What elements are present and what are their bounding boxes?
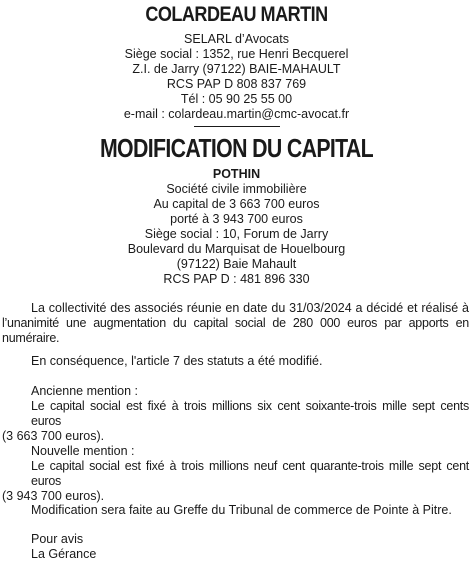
firm-address-street: Siège social : 1352, rue Henri Becquerel <box>124 47 349 61</box>
signature-text: La Gérance <box>31 547 97 561</box>
firm-legal-form: SELARL d’Avocats <box>184 32 289 46</box>
company-type: Société civile immobilière <box>166 182 307 196</box>
firm-address-city: Z.I. de Jarry (97122) BAIE-MAHAULT <box>132 62 341 76</box>
decision-paragraph <box>2 301 469 346</box>
firm-details <box>0 32 473 122</box>
closing-block <box>2 532 469 562</box>
new-mention-text: Le capital social est fixé à trois millions neuf cent quarante-trois mille sept cent euros <box>31 459 469 488</box>
company-address-city: (97122) Baie Mahault <box>176 257 297 271</box>
company-address-boulevard: Boulevard du Marquisat de Houelbourg <box>127 242 346 256</box>
company-capital: Au capital de 3 663 700 euros <box>153 197 320 211</box>
divider-line <box>194 126 280 127</box>
firm-rcs: RCS PAP D 808 837 769 <box>166 77 307 91</box>
old-mention-label: Ancienne mention : <box>31 384 139 398</box>
new-mention-label: Nouvelle mention : <box>31 444 135 458</box>
company-address-street: Siège social : 10, Forum de Jarry <box>144 227 329 241</box>
old-mention-amount: (3 663 700 euros). <box>2 429 105 443</box>
company-capital-new: porté à 3 943 700 euros <box>170 212 303 226</box>
company-name: POTHIN <box>212 167 261 181</box>
registry-text: Modification sera faite au Greffe du Tribunal de commerce de Pointe à Pitre. <box>31 503 452 517</box>
consequence-paragraph <box>2 354 469 369</box>
notice-title: MODIFICATION DU CAPITAL <box>99 133 374 163</box>
old-mention-block <box>2 384 469 444</box>
firm-name: COLARDEAU MARTIN <box>145 3 328 26</box>
closing-text: Pour avis <box>31 532 84 546</box>
company-rcs: RCS PAP D : 481 896 330 <box>163 272 310 286</box>
firm-phone: Tél : 05 90 25 55 00 <box>180 92 293 106</box>
old-mention-text: Le capital social est fixé à trois millions six cent soixante-trois mille sept cents euros <box>31 399 469 428</box>
decision-line-rest: l’unanimité une augmentation du capital social de 280 000 euros par apports en numéraire. <box>2 316 469 345</box>
company-details <box>0 182 473 287</box>
registry-paragraph <box>2 503 469 518</box>
new-mention-block <box>2 444 469 504</box>
consequence-text: En conséquence, l'article 7 des statuts a été modifié. <box>31 354 323 368</box>
decision-line-first: La collectivité des associés réunie en date du 31/03/2024 a décidé et réalisé à <box>31 301 469 315</box>
new-mention-amount: (3 943 700 euros). <box>2 489 105 503</box>
firm-email: e-mail : colardeau.martin@cmc-avocat.fr <box>123 107 350 121</box>
